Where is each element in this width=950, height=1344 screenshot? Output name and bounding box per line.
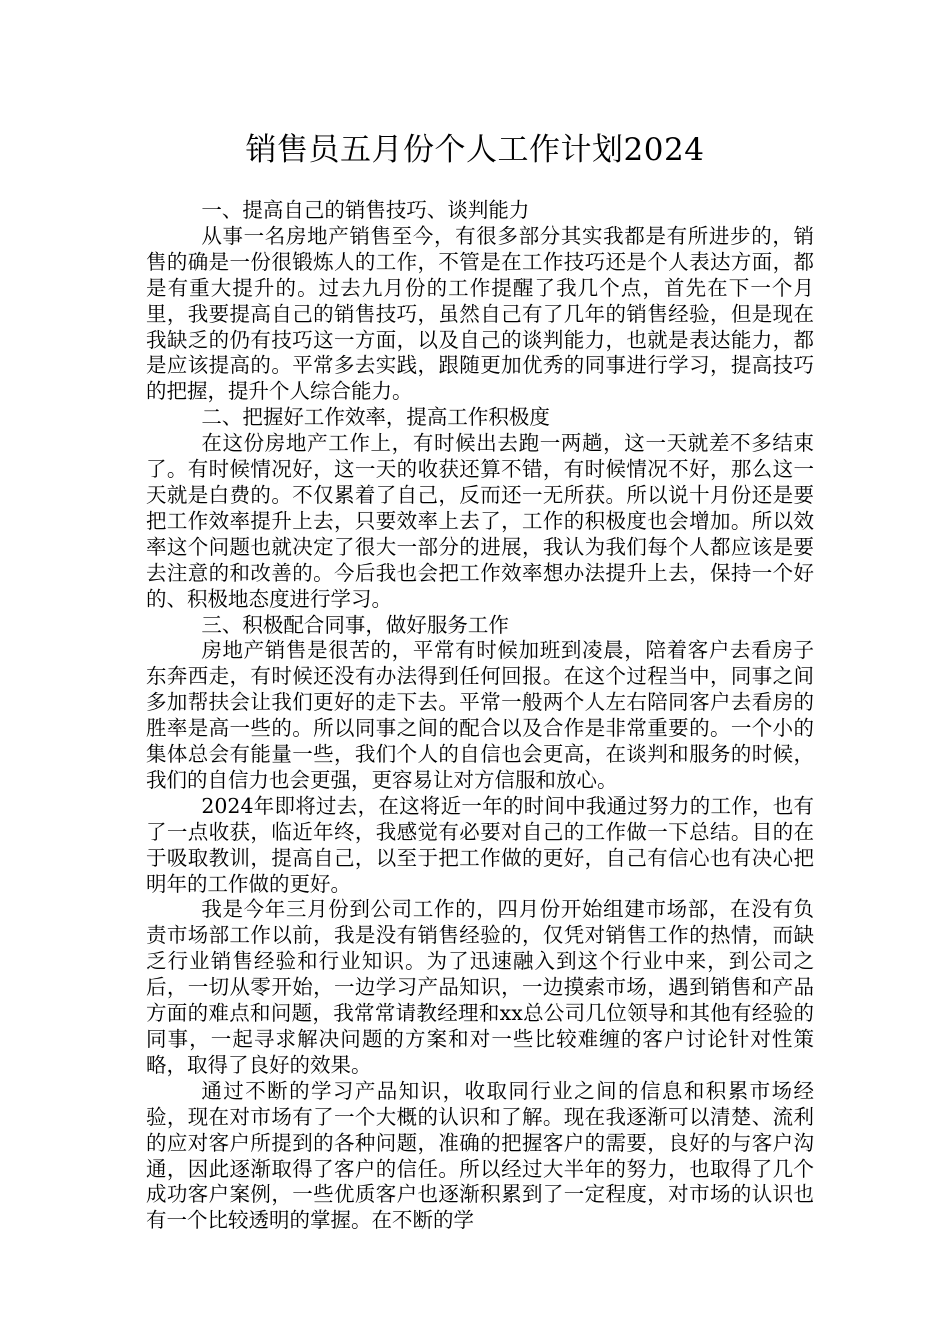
paragraph: 2024年即将过去，在这将近一年的时间中我通过努力的工作，也有了一点收获，临近年终，我感觉有必要对自己的工作做一下总结。目的在于吸取教训，提高自己，以至于把工作做的更好，自己有信心也有决心把明年的工作做的更好。 bbox=[146, 793, 814, 896]
paragraph: 从事一名房地产销售至今，有很多部分其实我都是有所进步的，销售的确是一份很锻炼人的工作，不管是在工作技巧还是个人表达方面，都是有重大提升的。过去九月份的工作提醒了我几个点，首先在下一个月里，我要提高自己的销售技巧，虽然自己有了几年的销售经验，但是现在我缺乏的仍有技巧这一方面，以及自己的谈判能力，也就是表达能力，都是应该提高的。平常多去实践，跟随更加优秀的同事进行学习，提高技巧的把握，提升个人综合能力。 bbox=[146, 223, 814, 404]
paragraph: 在这份房地产工作上，有时候出去跑一两趟，这一天就差不多结束了。有时候情况好，这一天的收获还算不错，有时候情况不好，那么这一天就是白费的。不仅累着了自己，反而还一无所获。所以说十月份还是要把工作效率提升上去，只要效率上去了，工作的积极度也会增加。所以效率这个问题也就决定了很大一部分的进展，我认为我们每个人都应该是要去注意的和改善的。今后我也会把工作效率想办法提升上去，保持一个好的、积极地态度进行学习。 bbox=[146, 431, 814, 611]
paragraph: 通过不断的学习产品知识，收取同行业之间的信息和积累市场经验，现在对市场有了一个大概的认识和了解。现在我逐渐可以清楚、流利的应对客户所提到的各种问题，准确的把握客户的需要，良好的与客户沟通，因此逐渐取得了客户的信任。所以经过大半年的努力，也取得了几个成功客户案例，一些优质客户也逐渐积累到了一定程度，对市场的认识也有一个比较透明的掌握。在不断的学 bbox=[146, 1078, 814, 1233]
paragraph: 房地产销售是很苦的，平常有时候加班到凌晨，陪着客户去看房子东奔西走，有时候还没有办法得到任何回报。在这个过程当中，同事之间多加帮扶会让我们更好的走下去。平常一般两个人左右陪同客户去看房的胜率是高一些的。所以同事之间的配合以及合作是非常重要的。一个小的集体总会有能量一些，我们个人的自信也会更高，在谈判和服务的时候，我们的自信力也会更强，更容易让对方信服和放心。 bbox=[146, 638, 814, 792]
section-heading: 二、把握好工作效率，提高工作积极度 bbox=[201, 405, 550, 430]
document-title: 销售员五月份个人工作计划2024 bbox=[245, 132, 705, 168]
section-heading: 三、积极配合同事，做好服务工作 bbox=[201, 612, 509, 637]
paragraph: 我是今年三月份到公司工作的，四月份开始组建市场部，在没有负责市场部工作以前，我是没有销售经验的，仅凭对销售工作的热情，而缺乏行业销售经验和行业知识。为了迅速融入到这个行业中来，到公司之后，一切从零开始，一边学习产品知识，一边摸索市场，遇到销售和产品方面的难点和问题，我常常请教经理和xx总公司几位领导和其他有经验的同事，一起寻求解决问题的方案和对一些比较难缠的客户讨论针对性策略，取得了良好的效果。 bbox=[146, 897, 814, 1077]
document-body bbox=[146, 198, 814, 1234]
section-heading: 一、提高自己的销售技巧、谈判能力 bbox=[201, 198, 530, 222]
